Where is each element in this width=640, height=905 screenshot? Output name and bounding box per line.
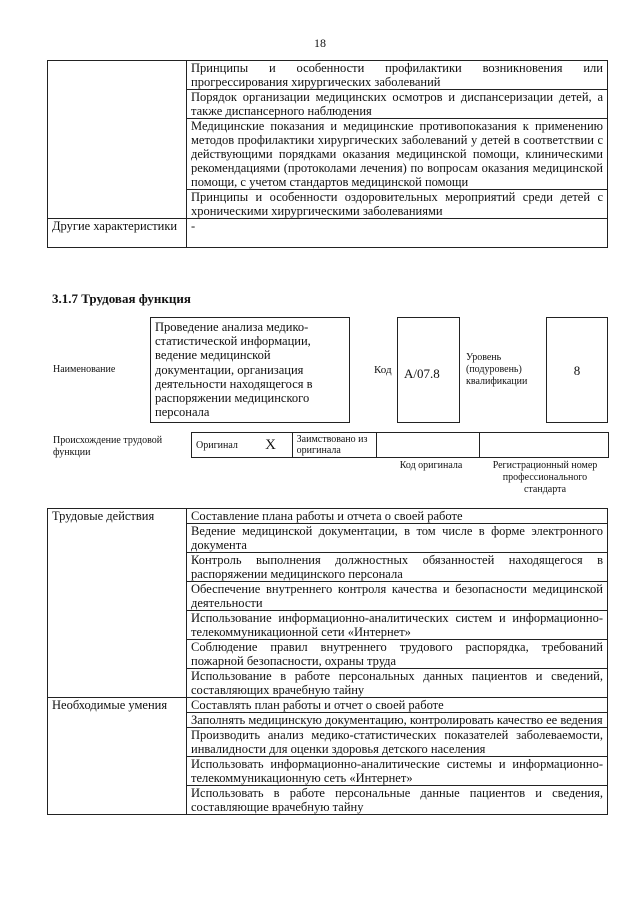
required-skills-label: Необходимые умения: [48, 698, 187, 713]
name-label: Наименование: [53, 364, 116, 375]
other-characteristics-value: -: [187, 219, 608, 248]
table-row: Принципы и особенности профилактики возникновения или прогрессирования хирургических заболеваний: [187, 61, 608, 90]
table-row: Принципы и особенности оздоровительных мероприятий среди детей с хроническими хирургическими заболеваниями: [187, 190, 608, 219]
table-label-cell: [48, 190, 187, 219]
table-row: Обеспечение внутреннего контроля качества и безопасности медицинской деятельности: [187, 582, 608, 611]
level-label: Уровень (подуровень) квалификации: [466, 352, 528, 387]
original-mark: X: [261, 433, 292, 458]
section-heading: 3.1.7 Трудовая функция: [52, 291, 191, 306]
table-row: Медицинские показания и медицинские противопоказания к применению методов профилактики хирургических заболеваний у детей в соответствии с действующими порядками оказания медицинской помощи, клиническими рекомендациями (протоколами лечения) по вопросам оказания медицинской помощи, с учетом стандартов медицинской помощи: [187, 119, 608, 190]
code-label: Код: [374, 364, 392, 376]
page-number: 18: [314, 36, 326, 50]
table-row: Соблюдение правил внутреннего трудового распорядка, требований пожарной безопасности, охраны труда: [187, 640, 608, 669]
labor-actions-label: Трудовые действия: [48, 509, 187, 524]
table-row: Заполнять медицинскую документацию, контролировать качество ее ведения: [187, 713, 608, 728]
origin-label: Происхождение трудовой функции: [53, 435, 163, 458]
original-code-caption: Код оригинала: [399, 460, 463, 471]
table-row: Производить анализ медико-статистических показателей заболеваемости, инвалидности для оценки здоровья детского населения: [187, 728, 608, 757]
original-code-cell: [377, 433, 480, 458]
function-name-box: Проведение анализа медико-статистической информации, ведение медицинской документации, организация деятельности находящегося в распоряжении медицинского персонала: [150, 317, 350, 423]
table-row: Контроль выполнения должностных обязанностей находящегося в распоряжении медицинского персонала: [187, 553, 608, 582]
other-characteristics-label: Другие характеристики: [48, 219, 187, 248]
table-label-cell: [48, 119, 187, 190]
table-row: Составление плана работы и отчета о своей работе: [187, 509, 608, 524]
original-label: Оригинал: [192, 433, 262, 458]
table-row: Использовать в работе персональные данные пациентов и сведения, составляющие врачебную тайну: [187, 786, 608, 815]
table-row: Составлять план работы и отчет о своей работе: [187, 698, 608, 713]
borrowed-label: Заимствовано из оригинала: [292, 433, 376, 458]
table-row: Порядок организации медицинских осмотров и диспансеризации детей, а также диспансерного наблюдения: [187, 90, 608, 119]
table-label-cell: [48, 90, 187, 119]
function-code-box: А/07.8: [397, 317, 460, 423]
actions-skills-table: [47, 508, 608, 815]
knowledge-table: [47, 60, 608, 248]
table-label-cell: [48, 61, 187, 90]
qualification-level-box: 8: [546, 317, 608, 423]
table-row: Использовать информационно-аналитические системы и информационно-телекоммуникационную сеть «Интернет»: [187, 757, 608, 786]
table-row: Ведение медицинской документации, в том числе в форме электронного документа: [187, 524, 608, 553]
origin-table: [191, 432, 609, 458]
table-row: Использование в работе персональных данных пациентов и сведений, составляющих врачебную тайну: [187, 669, 608, 698]
reg-number-cell: [479, 433, 608, 458]
table-row: Использование информационно-аналитических систем и информационно-телекоммуникационной сети «Интернет»: [187, 611, 608, 640]
reg-number-caption: Регистрационный номер профессионального стандарта: [492, 460, 598, 495]
